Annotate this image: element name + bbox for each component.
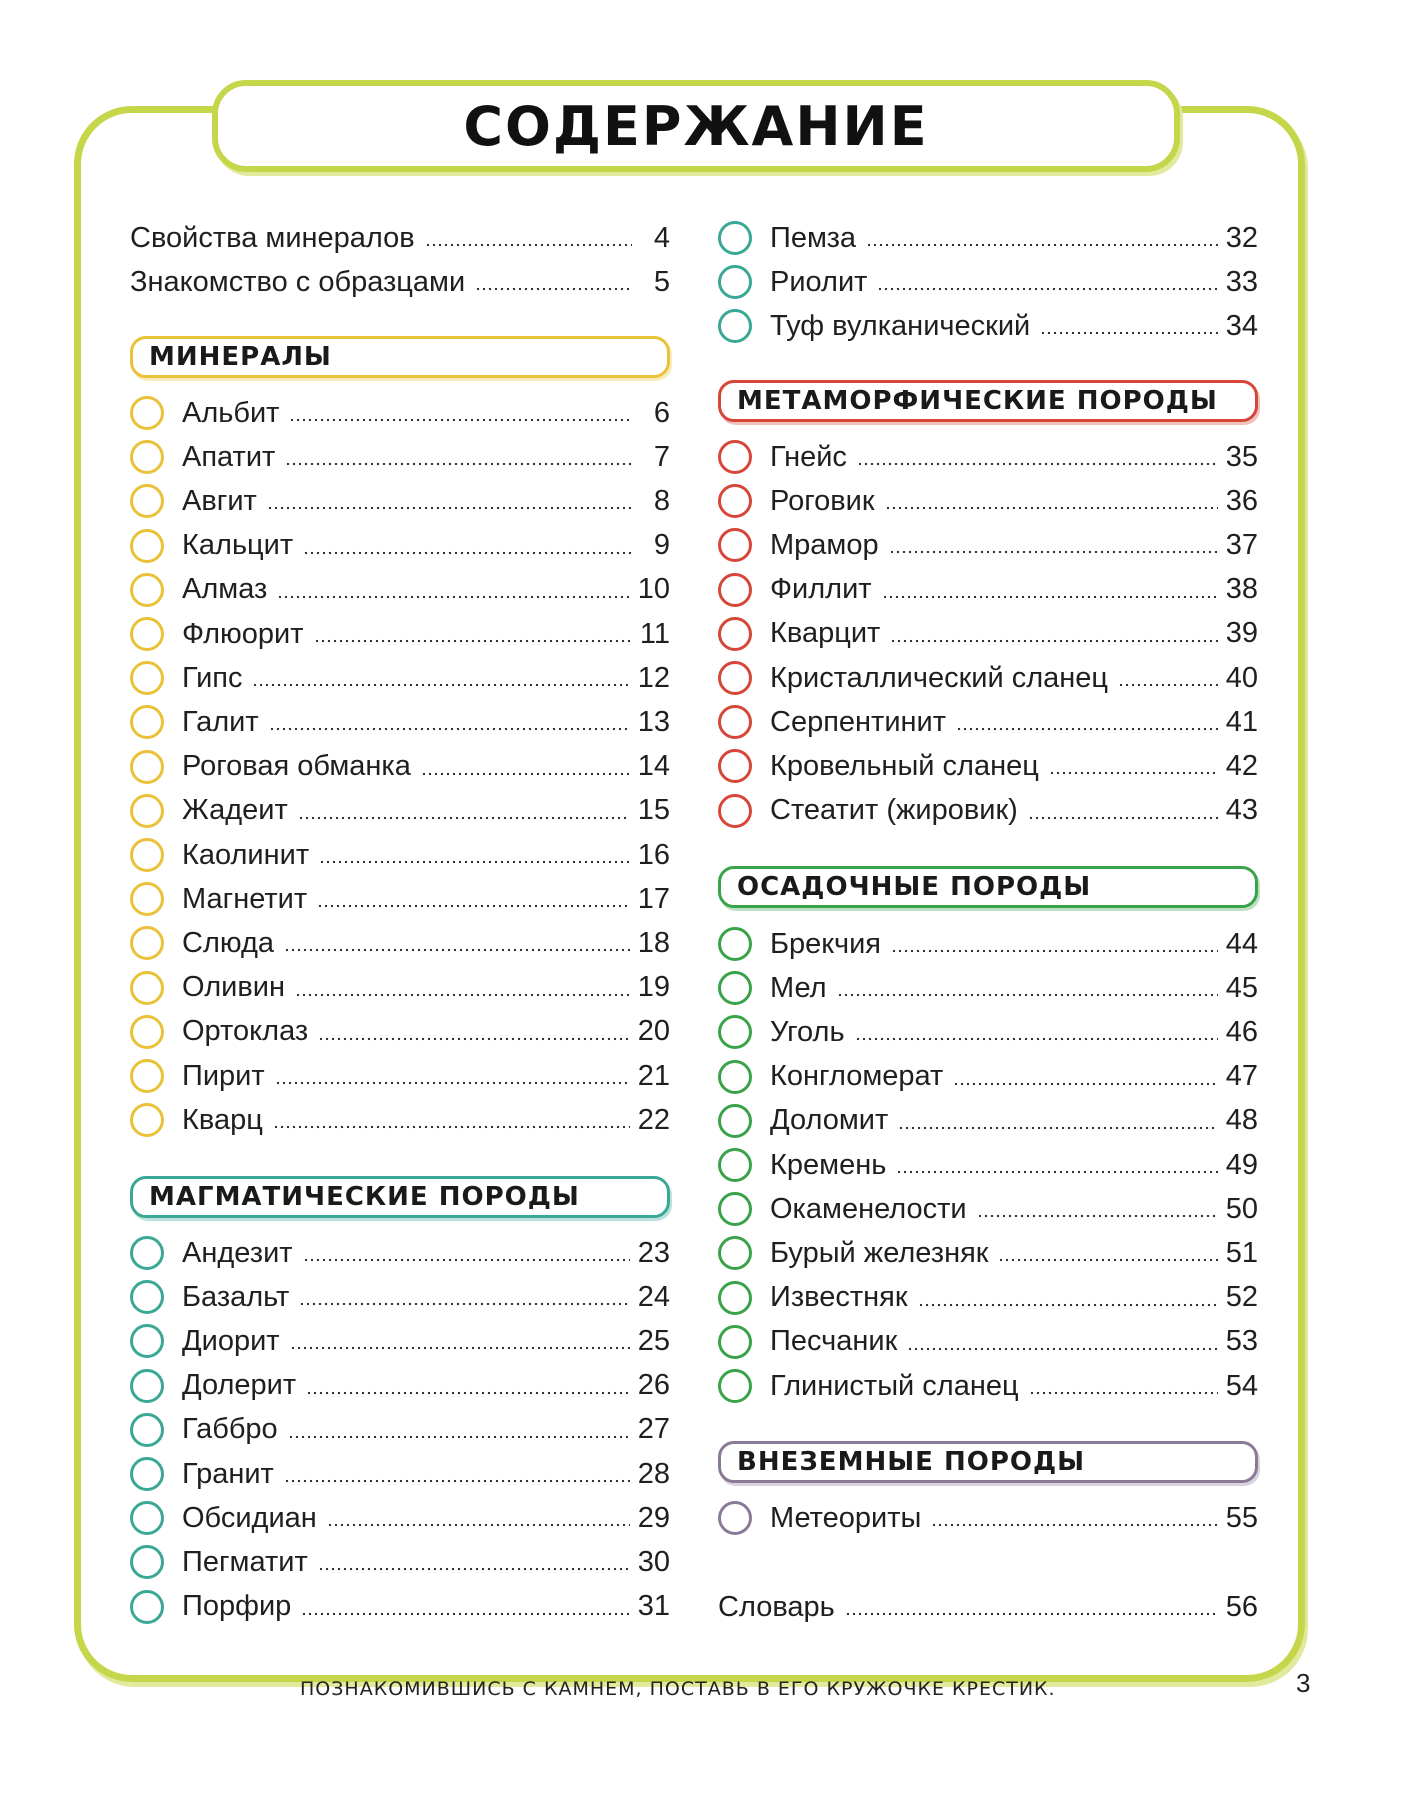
checkbox-circle-icon[interactable] bbox=[718, 661, 752, 695]
entry-name: Кровельный сланец bbox=[770, 749, 1039, 782]
entry-page-number: 51 bbox=[1225, 1236, 1258, 1269]
dot-leader bbox=[845, 1612, 1218, 1616]
dot-leader bbox=[889, 550, 1218, 554]
toc-entry[interactable] bbox=[130, 1410, 670, 1450]
toc-entry[interactable] bbox=[718, 1012, 1258, 1052]
entry-page-number: 36 bbox=[1225, 484, 1258, 517]
entry-page-number: 24 bbox=[637, 1280, 670, 1313]
checkbox-circle-icon[interactable] bbox=[130, 1324, 164, 1358]
checkbox-circle-icon[interactable] bbox=[718, 1236, 752, 1270]
dot-leader bbox=[301, 1612, 629, 1616]
dot-leader bbox=[269, 727, 630, 731]
entry-page-number: 34 bbox=[1225, 309, 1258, 342]
dot-leader bbox=[1118, 683, 1218, 687]
entry-page-number: 38 bbox=[1225, 573, 1258, 606]
entry-name: Роговик bbox=[770, 484, 875, 517]
entry-page-number: 50 bbox=[1225, 1192, 1258, 1225]
dot-leader bbox=[898, 1126, 1217, 1130]
entry-page-number: 4 bbox=[653, 221, 670, 254]
entry-page-number: 47 bbox=[1225, 1060, 1258, 1093]
toc-entry[interactable] bbox=[130, 1498, 670, 1538]
section-extraterrestrial: ВНЕЗЕМНЫЕ ПОРОДЫ bbox=[718, 1441, 1258, 1483]
checkbox-circle-icon[interactable] bbox=[718, 749, 752, 783]
checkbox-circle-icon[interactable] bbox=[130, 1545, 164, 1579]
entry-name: Мрамор bbox=[770, 528, 879, 561]
toc-entry[interactable] bbox=[718, 614, 1258, 654]
entry-page-number: 20 bbox=[637, 1015, 670, 1048]
dot-leader bbox=[298, 816, 630, 820]
toc-entry[interactable] bbox=[718, 1101, 1258, 1141]
checkbox-circle-icon[interactable] bbox=[130, 882, 164, 916]
entry-page-number: 37 bbox=[1225, 528, 1258, 561]
toc-entry[interactable] bbox=[718, 1587, 1258, 1627]
dot-leader bbox=[421, 772, 630, 776]
dot-leader bbox=[327, 1523, 630, 1527]
section-metamorphic: МЕТАМОРФИЧЕСКИЕ ПОРОДЫ bbox=[718, 380, 1258, 422]
section-minerals: МИНЕРАЛЫ bbox=[130, 336, 670, 378]
entry-name: Апатит bbox=[182, 440, 276, 473]
checkbox-circle-icon[interactable] bbox=[130, 971, 164, 1005]
entry-name: Оливин bbox=[182, 971, 285, 1004]
checkbox-circle-icon[interactable] bbox=[130, 440, 164, 474]
toc-entry[interactable] bbox=[130, 570, 670, 610]
toc-entry[interactable] bbox=[130, 923, 670, 963]
toc-entry[interactable] bbox=[718, 570, 1258, 610]
toc-entry[interactable] bbox=[718, 1057, 1258, 1097]
toc-entry[interactable] bbox=[718, 525, 1258, 565]
entry-name: Алмаз bbox=[182, 573, 268, 606]
toc-entry[interactable] bbox=[718, 1322, 1258, 1362]
dot-leader bbox=[931, 1523, 1217, 1527]
entry-page-number: 35 bbox=[1225, 440, 1258, 473]
entry-name: Бурый железняк bbox=[770, 1236, 989, 1269]
entry-page-number: 28 bbox=[637, 1457, 670, 1490]
entry-name: Известняк bbox=[770, 1281, 908, 1314]
toc-entry[interactable] bbox=[130, 1366, 670, 1406]
toc-entry[interactable] bbox=[718, 1278, 1258, 1318]
entry-name: Базальт bbox=[182, 1280, 290, 1313]
dot-leader bbox=[882, 595, 1218, 599]
entry-page-number: 7 bbox=[653, 440, 670, 473]
footer-instruction: ПОЗНАКОМИВШИСЬ С КАМНЕМ, ПОСТАВЬ В ЕГО КРУЖОЧКЕ КРЕСТИК. bbox=[300, 1678, 1056, 1700]
entry-name: Авгит bbox=[182, 484, 257, 517]
toc-entry[interactable] bbox=[130, 1012, 670, 1052]
entry-page-number: 19 bbox=[637, 971, 670, 1004]
page-number: 3 bbox=[1296, 1668, 1311, 1698]
entry-page-number: 14 bbox=[637, 750, 670, 783]
section-magmatic: МАГМАТИЧЕСКИЕ ПОРОДЫ bbox=[130, 1176, 670, 1218]
checkbox-circle-icon[interactable] bbox=[130, 1457, 164, 1491]
dot-leader bbox=[907, 1347, 1217, 1351]
dot-leader bbox=[1029, 1391, 1218, 1395]
entry-name: Гранит bbox=[182, 1457, 274, 1490]
checkbox-circle-icon[interactable] bbox=[130, 661, 164, 695]
entry-name: Словарь bbox=[718, 1590, 835, 1623]
checkbox-circle-icon[interactable] bbox=[718, 971, 752, 1005]
title-banner bbox=[212, 80, 1180, 172]
toc-entry[interactable] bbox=[130, 1056, 670, 1096]
entry-name: Глинистый сланец bbox=[770, 1369, 1019, 1402]
entry-name: Свойства минералов bbox=[130, 221, 415, 254]
entry-name: Риолит bbox=[770, 265, 868, 298]
entry-page-number: 46 bbox=[1225, 1015, 1258, 1048]
checkbox-circle-icon[interactable] bbox=[130, 1413, 164, 1447]
entry-page-number: 16 bbox=[637, 838, 670, 871]
checkbox-circle-icon[interactable] bbox=[718, 1060, 752, 1094]
checkbox-circle-icon[interactable] bbox=[718, 573, 752, 607]
dot-leader bbox=[252, 683, 629, 687]
checkbox-circle-icon[interactable] bbox=[130, 1059, 164, 1093]
entry-name: Кальцит bbox=[182, 529, 294, 562]
toc-entry[interactable] bbox=[718, 262, 1258, 302]
dot-leader bbox=[918, 1303, 1218, 1307]
toc-entry[interactable] bbox=[718, 306, 1258, 346]
entry-page-number: 33 bbox=[1225, 265, 1258, 298]
toc-entry[interactable] bbox=[718, 437, 1258, 477]
entry-name: Конгломерат bbox=[770, 1060, 944, 1093]
entry-page-number: 45 bbox=[1225, 971, 1258, 1004]
entry-name: Флюорит bbox=[182, 617, 304, 650]
dot-leader bbox=[953, 1082, 1217, 1086]
dot-leader bbox=[290, 1346, 630, 1350]
entry-name: Альбит bbox=[182, 396, 280, 429]
entry-page-number: 43 bbox=[1225, 794, 1258, 827]
toc-entry[interactable] bbox=[130, 614, 670, 654]
entry-name: Обсидиан bbox=[182, 1501, 317, 1534]
entry-name: Пирит bbox=[182, 1059, 265, 1092]
toc-entry[interactable] bbox=[718, 1189, 1258, 1229]
checkbox-circle-icon[interactable] bbox=[718, 794, 752, 828]
toc-entry[interactable] bbox=[130, 481, 670, 521]
entry-name: Знакомство с образцами bbox=[130, 265, 466, 298]
toc-entry[interactable] bbox=[718, 746, 1258, 786]
toc-entry[interactable] bbox=[130, 262, 670, 302]
toc-entry[interactable] bbox=[130, 968, 670, 1008]
checkbox-circle-icon[interactable] bbox=[718, 221, 752, 255]
checkbox-circle-icon[interactable] bbox=[718, 1325, 752, 1359]
toc-entry[interactable] bbox=[130, 1542, 670, 1582]
entry-name: Андезит bbox=[182, 1236, 293, 1269]
entry-page-number: 41 bbox=[1225, 705, 1258, 738]
entry-page-number: 49 bbox=[1225, 1148, 1258, 1181]
entry-name: Филлит bbox=[770, 573, 872, 606]
entry-name: Брекчия bbox=[770, 927, 881, 960]
toc-entry[interactable] bbox=[718, 1233, 1258, 1273]
entry-name: Долерит bbox=[182, 1369, 297, 1402]
toc-entry[interactable] bbox=[130, 1277, 670, 1317]
dot-leader bbox=[837, 993, 1218, 997]
entry-name: Галит bbox=[182, 705, 259, 738]
entry-page-number: 6 bbox=[653, 396, 670, 429]
toc-entry[interactable] bbox=[130, 658, 670, 698]
checkbox-circle-icon[interactable] bbox=[718, 1192, 752, 1226]
checkbox-circle-icon[interactable] bbox=[130, 1369, 164, 1403]
entry-name: Туф вулканический bbox=[770, 309, 1031, 342]
entry-page-number: 54 bbox=[1225, 1369, 1258, 1402]
entry-name: Окаменелости bbox=[770, 1192, 967, 1225]
toc-entry[interactable] bbox=[130, 791, 670, 831]
dot-leader bbox=[318, 1037, 630, 1041]
dot-leader bbox=[303, 551, 632, 555]
entry-page-number: 42 bbox=[1225, 749, 1258, 782]
entry-name: Габбро bbox=[182, 1413, 278, 1446]
entry-page-number: 8 bbox=[653, 484, 670, 517]
toc-entry[interactable] bbox=[718, 1145, 1258, 1185]
checkbox-circle-icon[interactable] bbox=[718, 705, 752, 739]
entry-page-number: 44 bbox=[1225, 927, 1258, 960]
entry-name: Кремень bbox=[770, 1148, 887, 1181]
toc-entry[interactable] bbox=[130, 1233, 670, 1273]
toc-entry[interactable] bbox=[130, 526, 670, 566]
dot-leader bbox=[284, 948, 630, 952]
entry-page-number: 53 bbox=[1225, 1325, 1258, 1358]
checkbox-circle-icon[interactable] bbox=[718, 309, 752, 343]
dot-leader bbox=[866, 243, 1218, 247]
dot-leader bbox=[317, 904, 630, 908]
entry-name: Серпентинит bbox=[770, 705, 947, 738]
toc-entry[interactable] bbox=[718, 924, 1258, 964]
checkbox-circle-icon[interactable] bbox=[130, 573, 164, 607]
checkbox-circle-icon[interactable] bbox=[718, 440, 752, 474]
toc-entry[interactable] bbox=[718, 481, 1258, 521]
dot-leader bbox=[318, 1567, 630, 1571]
dot-leader bbox=[425, 243, 632, 247]
entry-page-number: 55 bbox=[1225, 1501, 1258, 1534]
dot-leader bbox=[956, 727, 1218, 731]
checkbox-circle-icon[interactable] bbox=[718, 1281, 752, 1315]
dot-leader bbox=[285, 462, 632, 466]
entry-name: Уголь bbox=[770, 1015, 845, 1048]
entry-name: Метеориты bbox=[770, 1501, 922, 1534]
entry-name: Диорит bbox=[182, 1324, 280, 1357]
dot-leader bbox=[284, 1479, 630, 1483]
toc-entry[interactable] bbox=[718, 218, 1258, 258]
dot-leader bbox=[977, 1214, 1218, 1218]
entry-page-number: 15 bbox=[637, 794, 670, 827]
entry-page-number: 17 bbox=[637, 882, 670, 915]
entry-name: Доломит bbox=[770, 1104, 889, 1137]
checkbox-circle-icon[interactable] bbox=[130, 617, 164, 651]
toc-entry[interactable] bbox=[130, 835, 670, 875]
dot-leader bbox=[1040, 331, 1218, 335]
toc-entry[interactable] bbox=[718, 658, 1258, 698]
toc-entry[interactable] bbox=[718, 1498, 1258, 1538]
checkbox-circle-icon[interactable] bbox=[130, 750, 164, 784]
checkbox-circle-icon[interactable] bbox=[130, 794, 164, 828]
toc-entry[interactable] bbox=[130, 218, 670, 258]
entry-name: Гипс bbox=[182, 661, 243, 694]
entry-page-number: 40 bbox=[1225, 661, 1258, 694]
dot-leader bbox=[289, 418, 632, 422]
entry-name: Мел bbox=[770, 971, 827, 1004]
dot-leader bbox=[275, 1081, 630, 1085]
checkbox-circle-icon[interactable] bbox=[718, 1104, 752, 1138]
dot-leader bbox=[303, 1258, 630, 1262]
dot-leader bbox=[877, 287, 1217, 291]
checkbox-circle-icon[interactable] bbox=[718, 1369, 752, 1403]
toc-entry[interactable] bbox=[718, 791, 1258, 831]
checkbox-circle-icon[interactable] bbox=[718, 617, 752, 651]
toc-entry[interactable] bbox=[130, 747, 670, 787]
dot-leader bbox=[267, 506, 632, 510]
checkbox-circle-icon[interactable] bbox=[718, 265, 752, 299]
checkbox-circle-icon[interactable] bbox=[130, 1103, 164, 1137]
dot-leader bbox=[306, 1391, 630, 1395]
checkbox-circle-icon[interactable] bbox=[130, 1590, 164, 1624]
checkbox-circle-icon[interactable] bbox=[718, 484, 752, 518]
checkbox-circle-icon[interactable] bbox=[718, 1148, 752, 1182]
entry-name: Пемза bbox=[770, 221, 857, 254]
entry-name: Песчаник bbox=[770, 1325, 898, 1358]
checkbox-circle-icon[interactable] bbox=[718, 528, 752, 562]
checkbox-circle-icon[interactable] bbox=[130, 705, 164, 739]
dot-leader bbox=[314, 639, 632, 643]
entry-name: Порфир bbox=[182, 1590, 292, 1623]
entry-page-number: 52 bbox=[1225, 1281, 1258, 1314]
entry-page-number: 21 bbox=[637, 1059, 670, 1092]
entry-page-number: 56 bbox=[1225, 1590, 1258, 1623]
entry-page-number: 9 bbox=[653, 529, 670, 562]
entry-page-number: 5 bbox=[653, 265, 670, 298]
checkbox-circle-icon[interactable] bbox=[130, 396, 164, 430]
toc-entry[interactable] bbox=[130, 1454, 670, 1494]
entry-page-number: 27 bbox=[637, 1413, 670, 1446]
entry-page-number: 31 bbox=[637, 1590, 670, 1623]
checkbox-circle-icon[interactable] bbox=[130, 926, 164, 960]
checkbox-circle-icon[interactable] bbox=[130, 1501, 164, 1535]
entry-name: Ортоклаз bbox=[182, 1015, 309, 1048]
entry-page-number: 11 bbox=[639, 617, 670, 650]
toc-entry[interactable] bbox=[130, 393, 670, 433]
checkbox-circle-icon[interactable] bbox=[718, 1501, 752, 1535]
dot-leader bbox=[295, 993, 630, 997]
entry-name: Пегматит bbox=[182, 1545, 308, 1578]
dot-leader bbox=[891, 949, 1218, 953]
entry-page-number: 48 bbox=[1225, 1104, 1258, 1137]
checkbox-circle-icon[interactable] bbox=[130, 484, 164, 518]
toc-entry[interactable] bbox=[130, 1321, 670, 1361]
dot-leader bbox=[855, 1037, 1218, 1041]
entry-page-number: 29 bbox=[637, 1501, 670, 1534]
toc-entry[interactable] bbox=[130, 437, 670, 477]
toc-entry[interactable] bbox=[130, 1100, 670, 1140]
checkbox-circle-icon[interactable] bbox=[718, 1015, 752, 1049]
section-sedimentary: ОСАДОЧНЫЕ ПОРОДЫ bbox=[718, 866, 1258, 908]
dot-leader bbox=[885, 506, 1218, 510]
entry-name: Кварц bbox=[182, 1103, 263, 1136]
dot-leader bbox=[299, 1302, 629, 1306]
entry-name: Магнетит bbox=[182, 882, 308, 915]
checkbox-circle-icon[interactable] bbox=[718, 927, 752, 961]
checkbox-circle-icon[interactable] bbox=[130, 1280, 164, 1314]
dot-leader bbox=[1049, 771, 1218, 775]
dot-leader bbox=[475, 287, 632, 291]
dot-leader bbox=[273, 1125, 630, 1129]
dot-leader bbox=[857, 462, 1218, 466]
page-title: СОДЕРЖАНИЕ bbox=[463, 94, 929, 158]
entry-page-number: 30 bbox=[637, 1545, 670, 1578]
entry-name: Роговая обманка bbox=[182, 750, 411, 783]
dot-leader bbox=[319, 860, 630, 864]
checkbox-circle-icon[interactable] bbox=[130, 1236, 164, 1270]
entry-name: Каолинит bbox=[182, 838, 310, 871]
entry-page-number: 12 bbox=[637, 661, 670, 694]
checkbox-circle-icon[interactable] bbox=[130, 529, 164, 563]
dot-leader bbox=[277, 595, 629, 599]
entry-name: Кристаллический сланец bbox=[770, 661, 1109, 694]
dot-leader bbox=[1028, 816, 1218, 820]
entry-name: Слюда bbox=[182, 926, 275, 959]
entry-page-number: 25 bbox=[637, 1324, 670, 1357]
entry-name: Стеатит (жировик) bbox=[770, 794, 1018, 827]
toc-entry[interactable] bbox=[718, 702, 1258, 742]
checkbox-circle-icon[interactable] bbox=[130, 838, 164, 872]
entry-name: Жадеит bbox=[182, 794, 288, 827]
toc-entry[interactable] bbox=[718, 968, 1258, 1008]
entry-name: Кварцит bbox=[770, 617, 881, 650]
toc-entry[interactable] bbox=[130, 879, 670, 919]
toc-entry[interactable] bbox=[130, 1587, 670, 1627]
dot-leader bbox=[896, 1170, 1217, 1174]
dot-leader bbox=[890, 639, 1217, 643]
entry-page-number: 13 bbox=[637, 705, 670, 738]
entry-page-number: 39 bbox=[1225, 617, 1258, 650]
checkbox-circle-icon[interactable] bbox=[130, 1015, 164, 1049]
entry-page-number: 23 bbox=[637, 1236, 670, 1269]
dot-leader bbox=[998, 1258, 1217, 1262]
dot-leader bbox=[288, 1435, 630, 1439]
toc-entry[interactable] bbox=[130, 702, 670, 742]
entry-page-number: 32 bbox=[1225, 221, 1258, 254]
entry-page-number: 10 bbox=[637, 573, 670, 606]
entry-page-number: 18 bbox=[637, 926, 670, 959]
entry-page-number: 26 bbox=[637, 1369, 670, 1402]
entry-name: Гнейс bbox=[770, 440, 847, 473]
toc-entry[interactable] bbox=[718, 1366, 1258, 1406]
entry-page-number: 22 bbox=[637, 1103, 670, 1136]
